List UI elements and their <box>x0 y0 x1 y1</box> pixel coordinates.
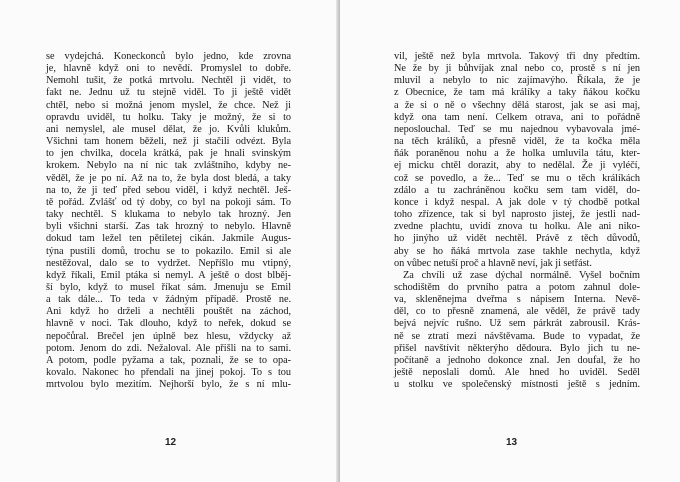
text-line: potom. Jenom do zdi. Nežaloval. Ale přišli na to sami. <box>46 342 291 354</box>
text-line: je, hlavně když oni to nevědí. Promyslel to dobře. <box>46 63 291 75</box>
text-line: počítaně a jednoho dokonce znal. Jen doufal, že ho <box>394 354 640 366</box>
text-line: mluvil a nebylo to nic zajímavýho. Říkala, že je <box>394 75 640 87</box>
text-line: byli všichni starší. Zas tak hrozný to nebylo. Hlavně <box>46 221 291 233</box>
text-line: vil, ještě než byla mrtvola. Takový tři dny předtím. <box>394 51 640 62</box>
text-line: krokem. Nebylo na ní nic tak zvláštního, kdyby ne- <box>46 160 291 172</box>
text-line: když říkali, Emil ptáka si nemyl. A ještě o dost blběj- <box>46 269 291 281</box>
text-line: aby se ho ňáká mrtvola zase takhle nechytla, když <box>394 245 640 257</box>
right-page-text <box>394 51 640 391</box>
text-line: fakt ne. Jednu už tu stejně viděl. To ji ještě vidět <box>46 87 291 99</box>
text-line: chtěl, nebo si možná jenom myslel, že chce. Než ji <box>46 99 291 111</box>
text-line: ší bylo, když to musel říkat sám. Jmenuju se Emil <box>46 281 291 293</box>
text-line: Ne že by ji bůhvíjak znal nebo co, prostě s ní jen <box>394 63 640 75</box>
text-line: Za chvíli už zase dýchal normálně. Vyšel bočním <box>403 269 640 281</box>
text-line: ně se ztratí mezi návštěvama. Bude to vypadat, že <box>394 330 640 342</box>
text-line: a tak dále... To teda v žádným případě. Prostě ne. <box>46 294 291 306</box>
text-line: neposlouchal. Teď se mu najednou vybavovala jmé- <box>394 123 640 135</box>
text-line: na těch králíků, a přesně viděl, že ta kočka měla <box>394 136 640 148</box>
text-line: bejvá nejvíc rušno. Už sem párkrát zabrousil. Krás- <box>394 318 640 330</box>
text-line: když ona tam není. Celkem otrava, ani to pořádně <box>394 111 640 123</box>
text-line: Všichni tam honem běželi, než ji stačili odvézt. Byla <box>46 136 291 148</box>
text-line: zdálo a tu zachráněnou kočku sem tam viděl, do- <box>394 184 640 196</box>
text-line: va, skleněnejma dveřma s nápisem Interna. Nevě- <box>394 294 640 306</box>
text-line: ňák poraněnou nohu a že holka umluvila tátu, kter- <box>394 148 640 160</box>
page-number: 13 <box>506 437 518 448</box>
text-line: nestěžoval, dalo se to vydržet. Nepříšlo mu vtipný, <box>46 257 291 269</box>
text-line: Nemohl tušit, že potká mrtvolu. Nechtěl ji vidět, to <box>46 75 291 87</box>
text-line: se vydejchá. Koneckonců bylo jedno, kde zrovna <box>46 51 291 62</box>
text-line: toho zřízence, tak si byl naprosto jistej, že jestli nad- <box>394 209 640 221</box>
text-line: schodištěm do prvního patra a potom zahnul dole- <box>394 281 640 293</box>
text-line: týna pustili domů, trochu se to pokazilo. Emil si ale <box>46 245 291 257</box>
text-line: mrtvolou bylo mezitím. Nejhorší bylo, že s ní mlu- <box>46 379 291 391</box>
text-line: taky nechtěl. S klukama to nebylo tak hrozný. Jen <box>46 209 291 221</box>
text-line: u stolku ve společenský místnosti ještě s jedním. <box>394 379 640 391</box>
text-line: konce i když nespal. A jak dole v tý chodbě potkal <box>394 196 640 208</box>
page-number: 12 <box>165 437 177 448</box>
left-page-text <box>46 51 291 391</box>
text-line: tě pořád. Zvlášť od tý doby, co byl na pokoji sám. To <box>46 196 291 208</box>
text-line: přišel navštívit některýho dědoura. Bylo jich tu ne- <box>394 342 640 354</box>
text-line: ho jinýho už vidět nechtěl. Právě z těch důvodů, <box>394 233 640 245</box>
text-line: ej micku chtěl dorazit, aby to nedělal. Že ji vyléčí, <box>394 160 640 172</box>
left-page <box>0 0 338 482</box>
text-line: opravdu uviděl, tu holku. Taky je možný, že si to <box>46 111 291 123</box>
text-line: A potom, podle pyžama a tak, poznali, že se to opa- <box>46 354 291 366</box>
text-line: hlavně v noci. Tak dlouho, když to neřek, dokud se <box>46 318 291 330</box>
text-line: ani nemyslel, ale musel dělat, že jo. Kvůli klukům. <box>46 123 291 135</box>
text-line: z Obecnice, že tam má králíky a taky ňákou kočku <box>394 87 640 99</box>
text-line: kovalo. Nakonec ho přendali na jinej pokoj. To s tou <box>46 367 291 379</box>
text-line: nepočůral. Brečel jen úplně bez hlesu, vždycky až <box>46 330 291 342</box>
text-line: on vůbec netuší proč a hlavně neví, jak ji setřást. <box>394 257 592 269</box>
text-line: což se povedlo, a že... Teď se mu o těch králíkách <box>394 172 640 184</box>
text-line: a že si o ně o všechny dělá starost, jak se asi maj, <box>394 99 640 111</box>
text-line: Ani když ho drželi a nechtěli pouštět na záchod, <box>46 306 291 318</box>
text-line: ještě neposlali domů. Ale hned ho uviděl. Seděl <box>394 367 640 379</box>
text-line: děl, co to přesně znamená, ale věděl, že právě tady <box>394 306 640 318</box>
text-line: dokud tam ležel ten pětiletej cikán. Jakmile Augus- <box>46 233 291 245</box>
text-line: věděl, že je po ní. Až na to, že byla dost bledá, a taky <box>46 172 291 184</box>
text-line: zvedne plachtu, uvidí znova tu holku. Ale ani niko- <box>394 221 640 233</box>
text-line: na to, že ji teď před sebou viděl, i když nechtěl. Ješ- <box>46 184 291 196</box>
text-line: to jen chvilka, docela krátká, pak je hnali svinským <box>46 148 291 160</box>
right-page <box>340 0 680 482</box>
